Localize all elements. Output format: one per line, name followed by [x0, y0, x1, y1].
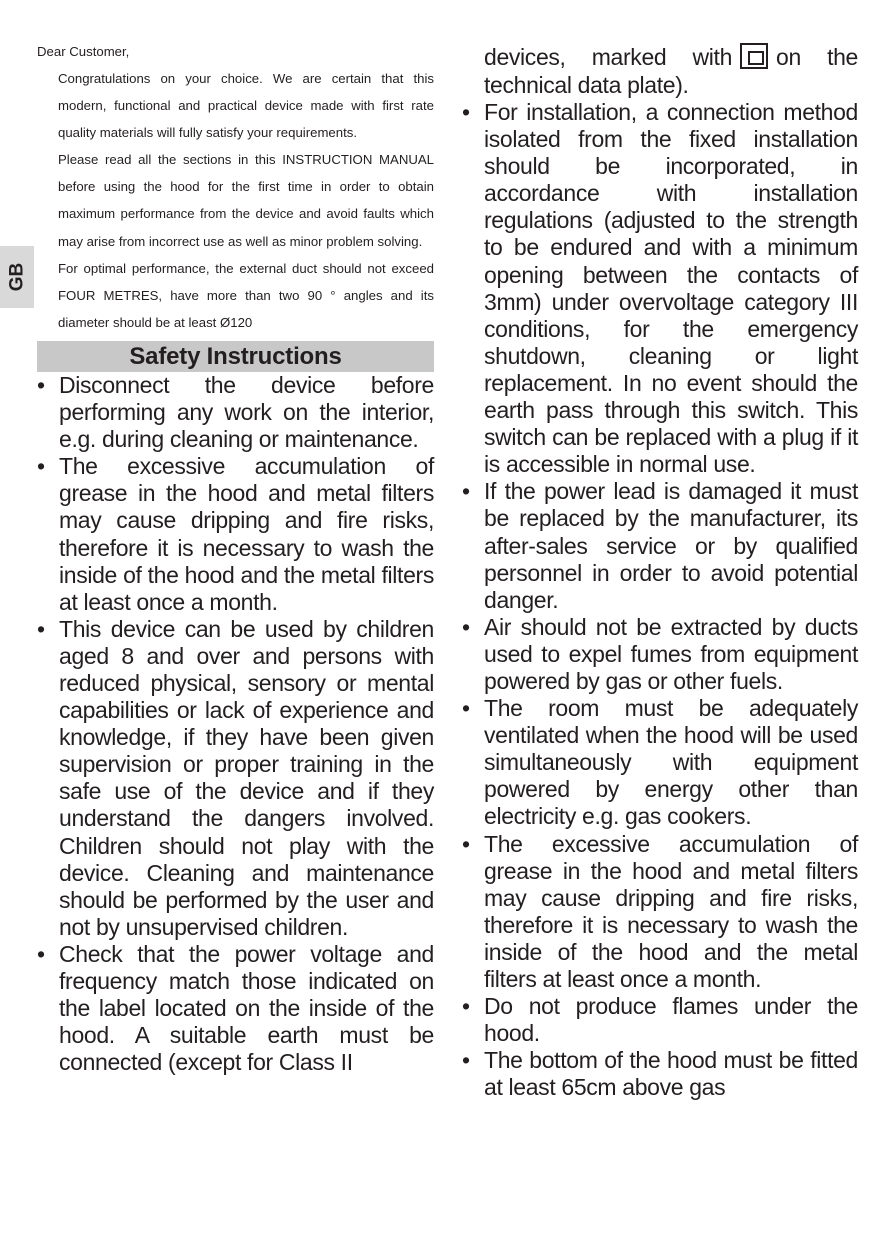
- bullet-icon: •: [462, 1047, 470, 1074]
- bullet-icon: •: [37, 371, 45, 398]
- right-column: [462, 44, 858, 1101]
- bullet-icon: •: [462, 695, 470, 722]
- language-tab: [0, 246, 34, 308]
- bullet-icon: •: [462, 830, 470, 857]
- list-item: [37, 453, 434, 616]
- bullet-icon: •: [37, 940, 45, 967]
- bullet-icon: •: [462, 613, 470, 640]
- list-item: [462, 695, 858, 830]
- safety-list-right: [462, 99, 858, 1101]
- class-ii-double-square-icon: [740, 43, 768, 69]
- safety-instructions-heading: Safety Instructions: [37, 341, 434, 372]
- list-item: [37, 616, 434, 941]
- greeting: Dear Customer,: [37, 44, 130, 59]
- list-item: [462, 1047, 858, 1101]
- language-tab-label: GB: [6, 262, 27, 292]
- list-item: [462, 831, 858, 994]
- safety-list-left: [37, 372, 434, 1076]
- list-item-text: Disconnect the device before performing any work on the interior, e.g. during cleaning or maintenance.: [59, 371, 434, 453]
- intro-paragraph: Congratulations on your choice. We are certain that this modern, functional and practical device made with first rate quality materials will fully satisfy your requirements.: [58, 71, 434, 141]
- list-item: [37, 941, 434, 1076]
- list-item-text: The room must be adequately ventilated when the hood will be used simultaneously with equipment powered by energy other than electricity e.g. gas cookers.: [484, 695, 858, 830]
- intro-paragraph: Please read all the sections in this INSTRUCTION MANUAL before using the hood for the first time in order to obtain maximum performance from the device and avoid faults which may arise from incorrect use as well as minor problem solving.: [58, 152, 434, 249]
- list-item-text: For installation, a connection method isolated from the fixed installation should be incorporated, in accordance with installation regulations (adjusted to the strength to be endured and with a minimum opening between the contacts of 3mm) under overvoltage category III conditions, for the emergency shutdown, cleaning or light replacement. In no event should the earth pass through this switch. This switch can be replaced with a plug if it is accessible in normal use.: [484, 99, 858, 478]
- list-item-text: If the power lead is damaged it must be replaced by the manufacturer, its after-sales service or by qualified personnel in order to avoid potential danger.: [484, 478, 858, 613]
- bullet-icon: •: [37, 453, 45, 480]
- list-item-text: The excessive accumulation of grease in the hood and metal filters may cause dripping and fire risks, therefore it is necessary to wash the inside of the hood and the metal filters at least once a month.: [59, 453, 434, 615]
- list-item-text: The excessive accumulation of grease in the hood and metal filters may cause dripping and fire risks, therefore it is necessary to wash the inside of the hood and the metal filters at least once a month.: [484, 830, 858, 993]
- intro-paragraph: For optimal performance, the external duct should not exceed FOUR METRES, have more than two 90 ° angles and its diameter should be at least Ø120: [58, 260, 434, 330]
- list-item: [462, 99, 858, 478]
- list-item-text: Check that the power voltage and frequency match those indicated on the label located on the inside of the hood. A suitable earth must be connected (except for Class II: [59, 940, 434, 1076]
- list-item-text: This device can be used by children aged 8 and over and persons with reduced physical, sensory or mental capabilities or lack of experience and knowledge, if they have been given supervision or proper training in the safe use of the device and if they understand the dangers involved. Children should not play with the device. Cleaning and maintenance should be performed by the user and not by unsupervised children.: [59, 615, 434, 940]
- list-item: [462, 993, 858, 1047]
- left-column: [37, 38, 434, 1076]
- bullet-icon: •: [462, 478, 470, 505]
- list-item-text: Air should not be extracted by ducts used to expel fumes from equipment powered by gas or other fuels.: [484, 613, 858, 694]
- list-item: [462, 478, 858, 613]
- list-item-text: Do not produce flames under the hood.: [484, 993, 858, 1047]
- list-item: [37, 372, 434, 453]
- bullet-icon: •: [462, 99, 470, 126]
- list-item-text: The bottom of the hood must be fitted at least 65cm above gas: [484, 1047, 858, 1101]
- list-item: [462, 614, 858, 695]
- bullet-icon: •: [462, 993, 470, 1020]
- bullet-icon: •: [37, 615, 45, 642]
- list-item-continuation: devices, marked with on the technical data plate).: [484, 44, 858, 98]
